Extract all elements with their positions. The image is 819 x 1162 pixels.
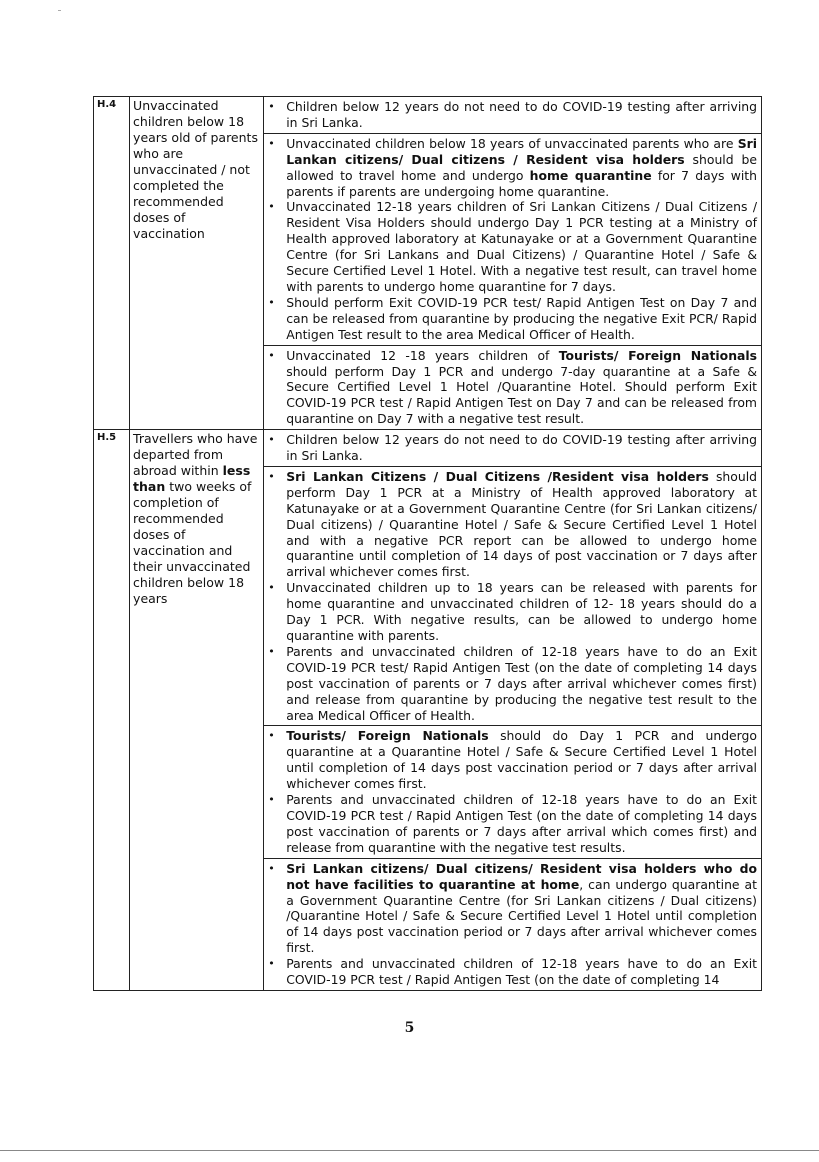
row-rules bbox=[264, 430, 762, 991]
text-run: Should perform Exit COVID-19 PCR test/ Rapid Antigen Test on Day 7 and can be released from quarantine by producing the negative Exit PCR/ Rapid Antigen Test result to the area Medical Officer of Health. bbox=[286, 294, 757, 342]
text-run: Parents and unvaccinated children of 12-18 years have to do an Exit COVID-19 PCR test/ Rapid Antigen Test (on the date of completing 14 days post vaccination of parents or 7 days after arrival whichever comes first) and release from quarantine by producing the negative test result to the area Medical Officer of Health. bbox=[286, 643, 757, 723]
bullet-list bbox=[264, 346, 761, 430]
row-id: H.5 bbox=[94, 430, 130, 991]
text-run: Unvaccinated children up to 18 years can be released with parents for home quarantine and unvaccinated children of 12- 18 years should do a Day 1 PCR. With negative results, can be allowed to undergo home quarantine with parents. bbox=[286, 580, 757, 643]
bullet-item bbox=[286, 469, 757, 580]
text-run: Unvaccinated 12-18 years children of Sri Lankan Citizens / Dual Citizens / Resident Visa Holders should undergo Day 1 PCR testing at a Ministry of Health approved laboratory at Katunayake or at a Government Quarantine Centre (for Sri Lankans and Dual Citizens) / Quarantine Hotel / Safe & Secure Certified Level 1 Hotel. With a negative test result, can travel home with parents to undergo home quarantine for 7 days. bbox=[286, 199, 757, 294]
text-run: should do Day 1 PCR and undergo quarantine at a Quarantine Hotel / Safe & Secure Certified Level 1 Hotel until completion of 14 days post vaccination period or 7 days after arrival whichever comes first. bbox=[286, 728, 758, 792]
bullet-item bbox=[286, 99, 757, 131]
text-run: Parents and unvaccinated children of 12-18 years have to do an Exit COVID-19 PCR test / Rapid Antigen Test (on the date of completing 14 bbox=[286, 956, 757, 988]
bullet-list bbox=[264, 726, 761, 857]
table-row bbox=[94, 430, 762, 991]
guidelines-table bbox=[93, 96, 762, 991]
bullet-list bbox=[264, 859, 761, 990]
text-run: should be allowed to travel home and undergo bbox=[286, 151, 758, 183]
emphasis-text: Tourists/ Foreign Nationals bbox=[558, 347, 757, 363]
bullet-list bbox=[264, 430, 761, 466]
text-run: for 7 days with parents if parents are undergoing home quarantine. bbox=[286, 167, 757, 199]
bullet-list bbox=[264, 97, 761, 133]
bullet-item bbox=[286, 728, 757, 792]
emphasis-text: home quarantine bbox=[529, 167, 652, 183]
emphasis-text: Sri Lankan citizens/ Dual citizens / Resident visa holders bbox=[286, 135, 757, 167]
row-id: H.4 bbox=[94, 97, 130, 430]
bullet-item bbox=[286, 348, 757, 428]
table-row bbox=[94, 97, 762, 430]
bullet-list bbox=[264, 467, 761, 726]
rule-block bbox=[264, 134, 761, 346]
bullet-list bbox=[264, 134, 761, 345]
emphasis-text: Tourists/ Foreign Nationals bbox=[286, 728, 489, 744]
scan-mark bbox=[58, 10, 61, 11]
bullet-item bbox=[286, 432, 757, 464]
rule-block bbox=[264, 859, 761, 990]
text-run: Children below 12 years do not need to do COVID-19 testing after arriving in Sri Lanka. bbox=[286, 99, 757, 130]
bullet-item bbox=[286, 136, 757, 200]
bullet-item bbox=[286, 861, 757, 956]
text-run: should perform Day 1 PCR and undergo 7-day quarantine at a Safe & Secure Certified Level 1 Hotel /Quarantine Hotel. Should perform Exit COVID-19 PCR test / Rapid Antigen Test on Day 7 and can be released from quarantine on Day 7 with a negative test result. bbox=[286, 363, 757, 427]
bullet-item bbox=[286, 644, 757, 724]
bottom-rule bbox=[0, 1150, 819, 1151]
text-run: Unvaccinated children below 18 years of unvaccinated parents who are bbox=[286, 135, 738, 151]
bullet-item bbox=[286, 956, 757, 988]
text-run: , can undergo quarantine at a Government Quarantine Centre (for Sri Lankan citizens / Dual citizens) /Quarantine Hotel / Safe & Secure Certified Level 1 Hotel until completion of 14 days post vaccination period or 7 days after arrival whichever comes first. bbox=[286, 876, 757, 956]
emphasis-text: Sri Lankan Citizens / Dual Citizens /Resident visa holders bbox=[286, 468, 709, 484]
text-run: Children below 12 years do not need to do COVID-19 testing after arriving in Sri Lanka. bbox=[286, 432, 757, 464]
emphasis-text: less than bbox=[133, 463, 251, 495]
rule-block bbox=[264, 467, 761, 727]
rule-block bbox=[264, 430, 761, 467]
text-run: Parents and unvaccinated children of 12-18 years have to do an Exit COVID-19 PCR test / Rapid Antigen Test (on the date of completing 14 days post vaccination of parents or 7 days after arrival which comes first) and release from quarantine with the negative test results. bbox=[286, 792, 757, 855]
bullet-item bbox=[286, 199, 757, 294]
text-run: should perform Day 1 PCR at a Ministry of Health approved laboratory at Katunayake or at a Government Quarantine Centre (for Sri Lankan citizens/ Dual citizens) / Quarantine Hotel / Safe & Secure Certified Level 1 Hotel and with a negative PCR report can be allowed to undergo home quarantine until completion of 14 days of post vaccination or 7 days after arrival whichever comes first. bbox=[286, 468, 757, 580]
rule-block bbox=[264, 346, 761, 430]
rule-block bbox=[264, 726, 761, 858]
row-description bbox=[130, 430, 264, 991]
emphasis-text: Sri Lankan citizens/ Dual citizens/ Resident visa holders who do not have facilities to quarantine at home bbox=[286, 860, 757, 892]
text-run: Travellers who have departed from abroad within bbox=[133, 431, 258, 479]
rule-block bbox=[264, 97, 761, 134]
bullet-item bbox=[286, 792, 757, 856]
bullet-item bbox=[286, 580, 757, 644]
bullet-item bbox=[286, 295, 757, 343]
row-description: Unvaccinated children below 18 years old of parents who are unvaccinated / not completed the recommended doses of vaccination bbox=[130, 97, 264, 430]
row-rules bbox=[264, 97, 762, 430]
page-number: 5 bbox=[404, 1020, 415, 1036]
text-run: two weeks of completion of recommended doses of vaccination and their unvaccinated children below 18 years bbox=[133, 479, 252, 607]
text-run: Unvaccinated 12 -18 years children of bbox=[286, 347, 559, 363]
